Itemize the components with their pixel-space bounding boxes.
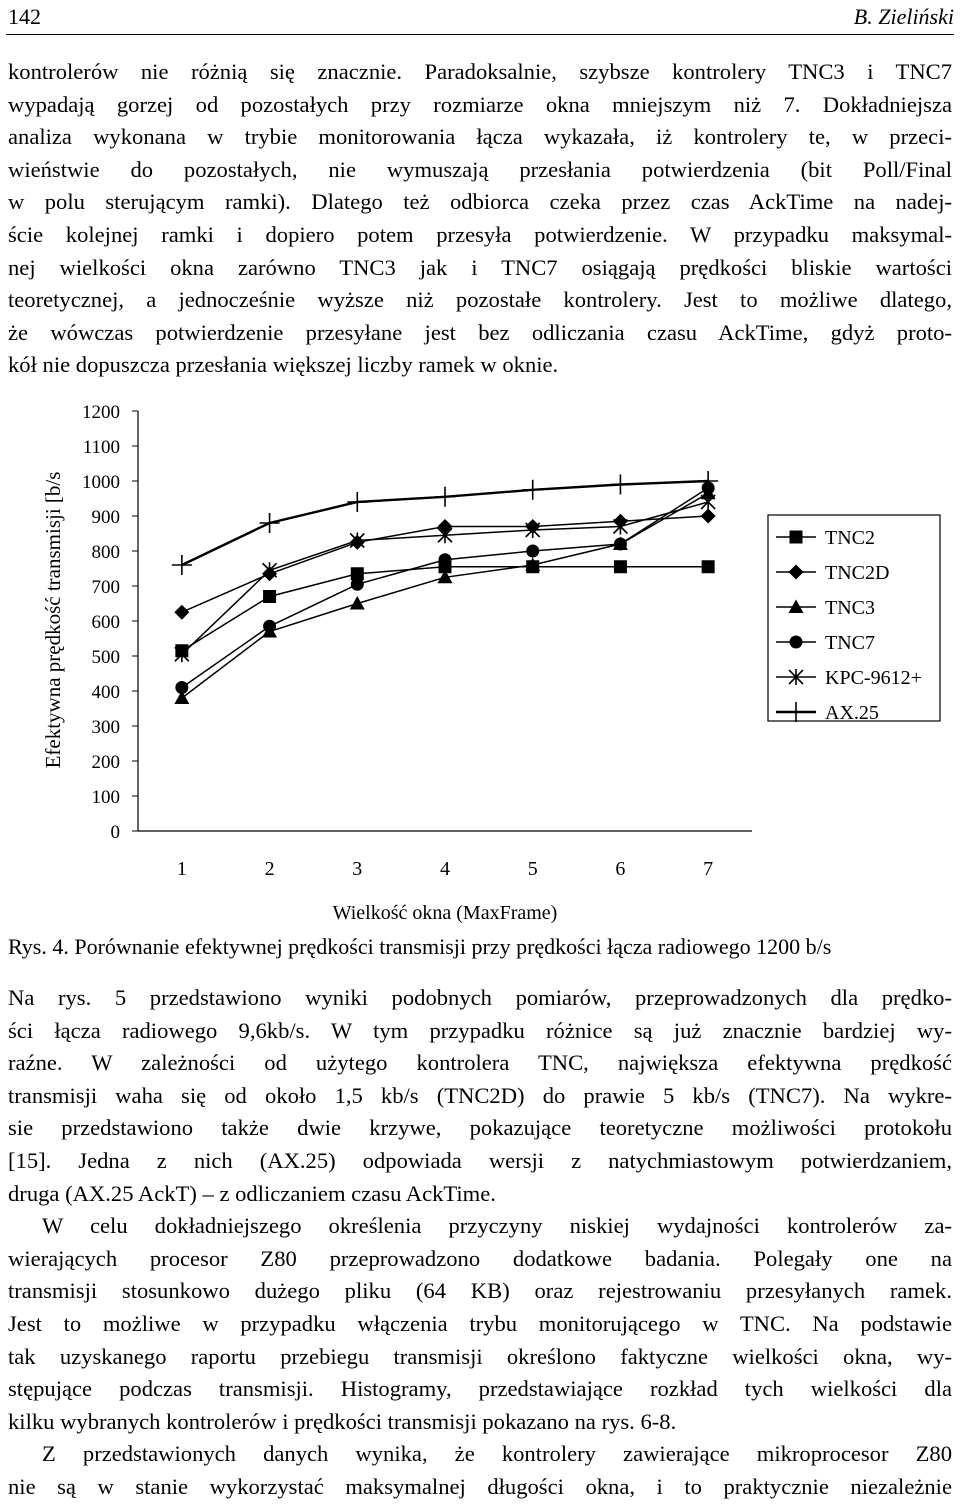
legend-label: TNC2D bbox=[825, 562, 890, 584]
data-point bbox=[347, 492, 367, 512]
y-axis-label: Efektywna prędkość transmisji [b/s bbox=[41, 471, 65, 769]
text-line: że wówczas potwierdzenie przesyłane jest bez odliczania czasu AckTime, gdyż proto- bbox=[8, 319, 952, 345]
text-line: ście kolejnej ramki i dopiero potem przesyła potwierdzenie. W przypadku maksymal- bbox=[8, 221, 952, 247]
legend-marker bbox=[790, 636, 803, 649]
text-line: kół nie dopuszcza przesłania większej liczby ramek w oknie. bbox=[8, 352, 559, 378]
x-tick-label: 6 bbox=[615, 858, 626, 880]
text-line: nej wielkości okna zarówno TNC3 jak i TNC7 osiągają prędkości bliskie wartości bbox=[8, 254, 952, 280]
legend-marker bbox=[790, 531, 803, 544]
text-line: tak uzyskanego raportu przebiegu transmisji określono faktyczne wielkości okna, wy- bbox=[8, 1343, 952, 1369]
figure-caption: Rys. 4. Porównanie efektywnej prędkości transmisji przy prędkości łącza radiowego 1200 b/s bbox=[8, 934, 832, 959]
data-point bbox=[350, 596, 365, 610]
text-line: transmisji waha się od około 1,5 kb/s (TNC2D) do prawie 5 kb/s (TNC7). Na wykre- bbox=[8, 1082, 952, 1108]
series-line bbox=[182, 488, 708, 688]
text-line: Na rys. 5 przedstawiono wyniki podobnych pomiarów, przeprowadzonych dla prędko- bbox=[8, 985, 952, 1010]
text-line: raźne. W zależności od użytego kontrolera TNC, największa efektywna prędkość bbox=[8, 1050, 952, 1076]
line-chart bbox=[0, 392, 960, 932]
text-line: kontrolerów nie różnią się znacznie. Paradoksalnie, szybsze kontrolery TNC3 i TNC7 bbox=[8, 59, 952, 84]
data-point bbox=[614, 538, 627, 551]
text-line: Z przedstawionych danych wynika, że kontrolery zawierające mikroprocesor Z80 bbox=[42, 1441, 952, 1467]
text-line: transmisji stosunkowo dużego pliku (64 KB) oraz rejestrowaniu przesyłanych ramek. bbox=[8, 1278, 952, 1304]
y-tick-label: 0 bbox=[110, 822, 120, 843]
data-point bbox=[351, 578, 364, 591]
data-point bbox=[172, 555, 192, 575]
text-line: wypadają gorzej od pozostałych przy rozmiarze okna mniejszym niż 7. Dokładniejsza bbox=[8, 91, 952, 117]
text-line: [15]. Jedna z nich (AX.25) odpowiada wersji z natychmiastowym potwierdzaniem, bbox=[8, 1147, 952, 1173]
text-line: analiza wykonana w trybie monitorowania łącza wykazała, iż kontrolery te, w przeci- bbox=[8, 124, 952, 150]
legend-label: KPC-9612+ bbox=[825, 667, 922, 689]
text-line: teoretycznej, a jednocześnie wyższe niż pozostałe kontrolery. Jest to możliwe dlatego, bbox=[8, 287, 952, 313]
data-point bbox=[702, 560, 715, 573]
legend-label: TNC3 bbox=[825, 597, 875, 619]
data-point bbox=[263, 562, 277, 578]
x-tick-label: 3 bbox=[352, 858, 363, 880]
text-line: ści łącza radiowego 9,6kb/s. W tym przypadku różnice są już znacznie bardziej wy- bbox=[8, 1017, 952, 1043]
series-tnc3 bbox=[174, 486, 715, 704]
y-tick-label: 200 bbox=[91, 752, 120, 773]
text-line: W celu dokładniejszego określenia przyczyny niskiej wydajności kontrolerów za- bbox=[42, 1213, 952, 1239]
data-point bbox=[698, 471, 718, 491]
data-point bbox=[260, 513, 280, 533]
data-point bbox=[263, 620, 276, 633]
x-tick-label: 4 bbox=[440, 858, 450, 880]
data-point bbox=[701, 509, 716, 524]
data-point bbox=[175, 681, 188, 694]
y-tick-label: 1100 bbox=[82, 437, 120, 458]
y-tick-label: 700 bbox=[91, 577, 120, 598]
text-line: Jest to możliwe w przypadku włączenia trybu monitorującego w TNC. Na podstawie bbox=[8, 1310, 952, 1336]
legend-label: AX.25 bbox=[825, 702, 879, 724]
data-point bbox=[701, 494, 715, 510]
series-tnc7 bbox=[175, 482, 714, 695]
data-point bbox=[614, 560, 627, 573]
x-axis-label: Wielkość okna (MaxFrame) bbox=[332, 902, 558, 924]
text-line: stępujące podczas transmisji. Histogramy, przedstawiające rozkład tych wielkości dla bbox=[8, 1376, 952, 1402]
data-point bbox=[610, 475, 630, 495]
text-line: nie są w stanie wykorzystać maksymalnej długości okna, i to praktycznie niezależnie bbox=[8, 1473, 952, 1499]
legend bbox=[768, 515, 940, 724]
page-header bbox=[6, 0, 954, 35]
page-number: 142 bbox=[8, 4, 41, 29]
paragraph-bottom bbox=[8, 982, 952, 1504]
text-line: sie przedstawiono także dwie krzywe, pokazujące teoretyczne możliwości protokołu bbox=[8, 1115, 952, 1141]
x-tick-label: 5 bbox=[527, 858, 538, 880]
y-tick-label: 800 bbox=[91, 542, 120, 563]
y-tick-label: 400 bbox=[91, 682, 120, 703]
x-tick-label: 1 bbox=[176, 858, 187, 880]
text-line: wierających procesor Z80 przeprowadzono dodatkowe badania. Polegały one na bbox=[8, 1245, 952, 1271]
y-tick-label: 900 bbox=[91, 507, 120, 528]
text-line: druga (AX.25 AckT) – z odliczaniem czasu AckTime. bbox=[8, 1180, 496, 1206]
y-tick-label: 100 bbox=[91, 787, 120, 808]
data-point bbox=[263, 590, 276, 603]
x-tick-label: 2 bbox=[264, 858, 275, 880]
paragraph-top bbox=[8, 56, 952, 382]
legend-label: TNC2 bbox=[825, 527, 875, 549]
data-point bbox=[526, 545, 539, 558]
y-tick-label: 1200 bbox=[82, 402, 120, 423]
running-author: B. Zieliński bbox=[853, 4, 954, 29]
data-point bbox=[435, 487, 455, 507]
y-tick-label: 1000 bbox=[82, 472, 120, 493]
text-line: w polu sterującym ramki). Dlatego też odbiorca czeka przez czas AckTime na nadej- bbox=[8, 189, 952, 215]
y-tick-label: 600 bbox=[91, 612, 120, 633]
text-line: kilku wybranych kontrolerów i prędkości transmisji pokazano na rys. 6-8. bbox=[8, 1408, 677, 1434]
data-point bbox=[523, 480, 543, 500]
y-tick-label: 300 bbox=[91, 717, 120, 738]
legend-label: TNC7 bbox=[825, 632, 875, 654]
x-tick-label: 7 bbox=[703, 858, 714, 880]
text-line: wieństwie do pozostałych, nie wymuszają przesłania potwierdzenia (bit Poll/Final bbox=[8, 156, 952, 182]
data-point bbox=[439, 553, 452, 566]
data-point bbox=[174, 605, 189, 620]
y-tick-label: 500 bbox=[91, 647, 120, 668]
